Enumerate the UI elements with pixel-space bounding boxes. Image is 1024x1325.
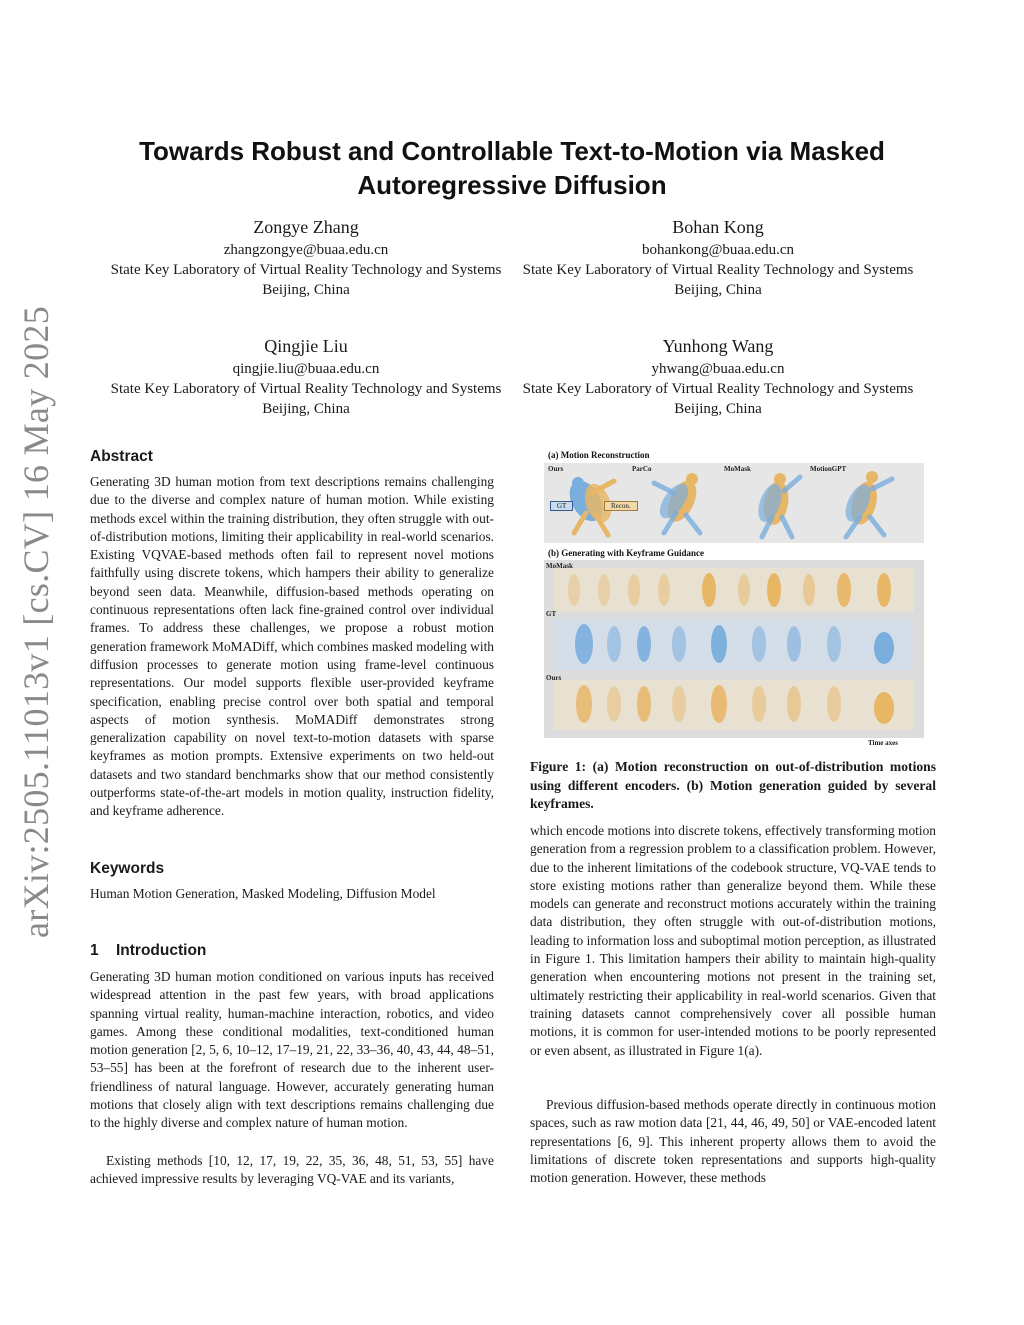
figure-1 (540, 450, 928, 750)
panel-b-title: (b) Generating with Keyframe Guidance (548, 548, 704, 558)
author-block (508, 333, 928, 419)
section-number: 1 (90, 942, 99, 959)
gt-sequence (554, 620, 914, 670)
keyframe-motion-sequences (544, 560, 924, 738)
method-label-momask: MoMask (724, 465, 751, 473)
momask-figure (754, 473, 800, 537)
author-email[interactable]: yhwang@buaa.edu.cn (651, 361, 785, 377)
method-label-ours: Ours (548, 465, 564, 473)
parco-figure (654, 473, 702, 533)
keywords-heading: Keywords (90, 860, 165, 877)
abstract-heading: Abstract (90, 448, 153, 465)
author-name: Qingjie Liu (264, 336, 348, 356)
panel-a-title: (a) Motion Reconstruction (548, 450, 650, 460)
author-affiliation: State Key Laboratory of Virtual Reality Technology and Systems (110, 262, 502, 278)
paper-title: Towards Robust and Controllable Text-to-Motion via Masked Autoregressive Diffusion (139, 136, 885, 200)
author-location: Beijing, China (262, 401, 350, 417)
keyframe-guidance-panel (544, 560, 924, 738)
author-name: Bohan Kong (672, 217, 764, 237)
recon-legend: Recon. (604, 501, 638, 511)
intro-paragraph: Existing methods [10, 12, 17, 19, 22, 35, 36, 48, 51, 53, 55] have achieved impressive results by leveraging VQ-VAE and its variants, (90, 1153, 494, 1187)
row-label-gt: GT (546, 610, 557, 618)
author-affiliation: State Key Laboratory of Virtual Reality Technology and Systems (110, 381, 502, 397)
author-location: Beijing, China (674, 401, 762, 417)
author-location: Beijing, China (674, 282, 762, 298)
figure-caption: Figure 1: (a) Motion reconstruction on out-of-distribution motions using different encoders. (b) Motion generation guided by several keyframes. (530, 759, 936, 811)
momask-sequence (554, 568, 914, 612)
author-email[interactable]: bohankong@buaa.edu.cn (641, 242, 795, 258)
author-block (508, 214, 928, 300)
method-label-motiongpt: MotionGPT (810, 465, 847, 473)
motiongpt-figure (840, 471, 892, 537)
author-email[interactable]: qingjie.liu@buaa.edu.cn (232, 361, 380, 377)
author-name: Zongye Zhang (253, 217, 359, 237)
author-block (96, 214, 516, 300)
section-title: Introduction (116, 942, 207, 959)
row-label-momask: MoMask (546, 562, 573, 570)
introduction-heading (90, 942, 206, 960)
abstract-text: Generating 3D human motion from text descriptions remains challenging due to the diverse and complex nature of human motion. While existing methods excel within the training distribution, they often struggle with out-of-distribution motions, limiting their applicability in real-world scenarios. Existing VQVAE-based methods often fail to represent novel motions faithfully using discrete tokens, which hampers their ability to generalize beyond seen data. Meanwhile, diffusion-based methods operating on continuous representations often lack fine-grained control over individual frames. To address these challenges, we propose a robust motion generation framework MoMADiff, which combines masked modeling with diffusion processes to generate motion using frame-level continuous representations. Our model supports flexible user-provided keyframe specification, enabling precise control over both spatial and temporal aspects of motion synthesis. MoMADiff demonstrates strong generalization capability on novel text-to-motion datasets with sparse keyframes as motion prompts. Extensive experiments on two held-out datasets and two standard benchmarks show that our method consistently outperforms state-of-the-art models in motion quality, instruction fidelity, and keyframe adherence. (90, 474, 494, 819)
motion-reconstruction-panel (544, 463, 924, 543)
author-name: Yunhong Wang (662, 336, 774, 356)
time-axes-label: Time axes (867, 739, 898, 747)
row-label-ours: Ours (546, 674, 562, 682)
reconstruction-figures (544, 463, 924, 543)
gt-legend: GT (550, 501, 573, 511)
keywords-text: Human Motion Generation, Masked Modeling, Diffusion Model (90, 886, 436, 901)
author-location: Beijing, China (262, 282, 350, 298)
intro-paragraph: Generating 3D human motion conditioned on various inputs has received widespread attention in the past few years, with broad applications spanning virtual reality, human-machine interaction, robotics, and video games. Among these conditional modalities, text-conditioned human motion generation [2, 5, 6, 10–12, 17–19, 21, 22, 33–36, 40, 43, 44, 48–51, 53–55] has been at the forefront of research due to the inherent user-friendliness of natural language. However, accurately generating human motions that closely align with text descriptions remains challenging due to the highly diverse and complex nature of human motion. (90, 969, 494, 1131)
intro-paragraph: which encode motions into discrete tokens, effectively transforming motion generation from a regression problem to a classification problem. However, due to the inherent limitations of the codebook structure, VQ-VAE tends to store existing motions rather than generalize beyond them. While these models can generate and reconstruct motions accurately within the training data distribution, they often struggle with out-of-distribution motions, leading to information loss and suboptimal motion perception, as illustrated in Figure 1. This limitation hampers their ability to maintain high-quality generation when encountering motions not present in the training set, ultimately restricting their applicability in real-world scenarios. Given that training datasets cannot comprehensively cover all possible human motions, it is common for user-intended motions to be poorly represented or even absent, as illustrated in Figure 1(a). (530, 823, 936, 1058)
author-affiliation: State Key Laboratory of Virtual Reality Technology and Systems (522, 262, 914, 278)
author-email[interactable]: zhangzongye@buaa.edu.cn (223, 242, 389, 258)
arxiv-identifier: arXiv:2505.11013v1 [cs.CV] 16 May 2025 (16, 306, 56, 938)
intro-paragraph: Previous diffusion-based methods operate directly in continuous motion spaces, such as raw motion data [21, 44, 46, 49, 50] or VAE-encoded latent representations [6, 9]. This inherent property allows them to avoid the limitations of discrete token representations and supports high-quality motion generation. However, these methods (530, 1097, 936, 1186)
ours-sequence (554, 680, 914, 730)
author-block (96, 333, 516, 419)
author-affiliation: State Key Laboratory of Virtual Reality Technology and Systems (522, 381, 914, 397)
method-label-parco: ParCo (632, 465, 652, 473)
